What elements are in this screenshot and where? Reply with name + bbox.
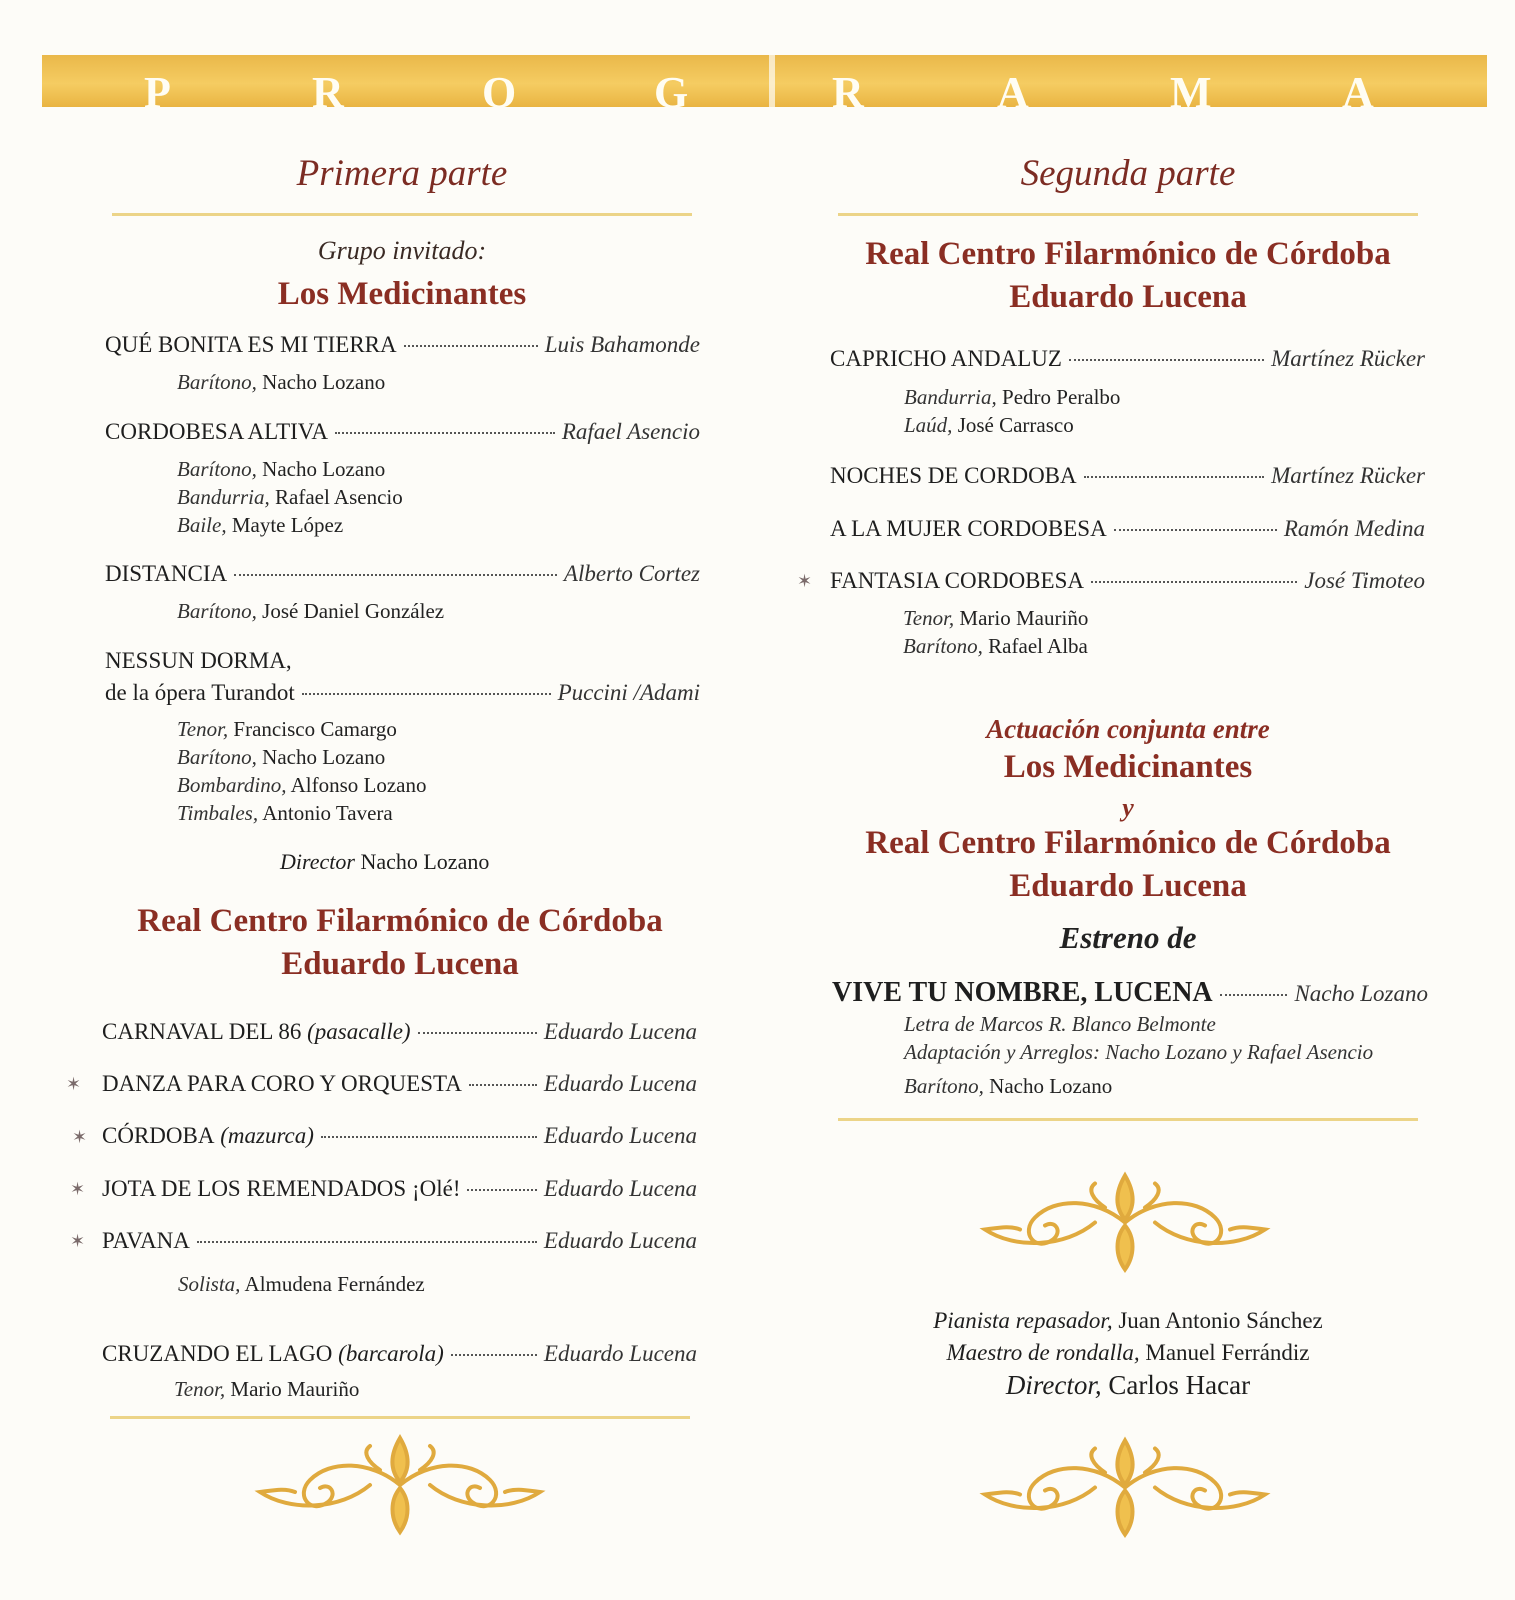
orchestra-name: Real Centro Filarmónico de Córdoba Eduardo Lucena (865, 825, 1391, 904)
program-item (830, 463, 1425, 489)
piece-title: VIVE TU NOMBRE, LUCENA (832, 977, 1213, 1008)
program-item (102, 1228, 697, 1254)
piece-title: A LA MUJER CORDOBESA (830, 516, 1107, 541)
credits: Pianista repasador, Juan Antonio Sánchez Maestro de rondalla, Manuel Ferrándiz Director, Carlos Hacar (933, 1308, 1323, 1400)
ornament-flourish-icon (250, 1430, 550, 1540)
banner-fold (769, 55, 775, 107)
program-item (830, 516, 1425, 542)
composer: Eduardo Lucena (543, 1341, 697, 1366)
divider (112, 213, 692, 216)
piece-title-line1: NESSUN DORMA, (105, 648, 292, 673)
programa-banner (42, 55, 1487, 117)
premiere-label: Estreno de (1059, 920, 1197, 955)
piece-title: PAVANA (102, 1228, 190, 1253)
part-title-primera: Primera parte (296, 153, 508, 194)
piece-title: CARNAVAL DEL 86 (102, 1019, 302, 1044)
program-item (105, 561, 700, 587)
premiere-notes: Letra de Marcos R. Blanco Belmonte Adaptación y Arreglos: Nacho Lozano y Rafael Asencio (904, 1012, 1374, 1064)
asterisk-mark: ✶ (70, 1231, 86, 1251)
piece-title: FANTASIA CORDOBESA (830, 568, 1084, 593)
banner-letter: O (482, 68, 517, 117)
divider (838, 213, 1418, 216)
composer: Alberto Cortez (563, 561, 700, 586)
program-item (102, 1071, 697, 1097)
composer: Eduardo Lucena (543, 1176, 697, 1201)
banner-letter: A (1342, 68, 1374, 117)
performers: Barítono, Nacho Lozano (177, 370, 386, 394)
composer: Eduardo Lucena (543, 1123, 697, 1148)
performers: Barítono, Nacho Lozano Bandurria, Rafael Asencio Baile, Mayte López (177, 457, 403, 537)
piece-title: DISTANCIA (105, 561, 228, 586)
performers: Tenor, Francisco Camargo Barítono, Nacho Lozano Bombardino, Alfonso Lozano Timbales, Antonio Tavera (177, 717, 427, 825)
program-item: CRUZANDO EL LAGO (barcarola) Eduardo Lucena (102, 1341, 697, 1366)
piece-title: NOCHES DE CORDOBA (830, 463, 1077, 488)
piece-title: QUÉ BONITA ES MI TIERRA (105, 332, 397, 357)
program-item (830, 346, 1425, 372)
performers: Solista, Almudena Fernández (178, 1272, 425, 1296)
divider (110, 1416, 690, 1419)
director-credit: Director Nacho Lozano (280, 849, 490, 874)
divider (838, 1118, 1418, 1121)
composer: Eduardo Lucena (543, 1071, 697, 1096)
program-item (102, 1176, 697, 1202)
performers: Tenor, Mario Mauriño Barítono, Rafael Alba (903, 606, 1089, 658)
joint-and: y (1122, 793, 1134, 822)
joint-intro: Actuación conjunta entre (986, 714, 1270, 744)
banner-letter: A (997, 68, 1029, 117)
piece-title: de la ópera Turandot (105, 680, 295, 705)
part-title-segunda: Segunda parte (1020, 153, 1236, 194)
banner-letter: P (144, 68, 171, 117)
banner-letter: M (1170, 68, 1212, 117)
composer: Nacho Lozano (1294, 981, 1428, 1006)
composer: Eduardo Lucena (543, 1019, 697, 1044)
program-item: CÓRDOBA (mazurca) Eduardo Lucena (102, 1123, 697, 1148)
banner-letter: G (654, 68, 689, 117)
piece-title: CRUZANDO EL LAGO (102, 1341, 333, 1366)
composer: Eduardo Lucena (543, 1228, 697, 1253)
program-item (830, 568, 1425, 594)
composer: Martínez Rücker (1271, 346, 1425, 371)
group-intro: Grupo invitado: (317, 236, 487, 265)
piece-title: CÓRDOBA (102, 1123, 215, 1148)
program-item (105, 680, 700, 706)
piece-title: JOTA DE LOS REMENDADOS ¡Olé! (102, 1176, 461, 1201)
composer: Luis Bahamonde (544, 332, 700, 357)
asterisk-mark: ✶ (797, 571, 813, 591)
composer: José Timoteo (1304, 568, 1425, 593)
joint-group: Los Medicinantes (1003, 749, 1253, 785)
program-item (105, 419, 700, 445)
ornament-flourish-icon (975, 1165, 1275, 1280)
ornament-flourish-icon (975, 1430, 1275, 1545)
composer: Martínez Rücker (1271, 463, 1425, 488)
performers: Tenor, Mario Mauriño (174, 1377, 360, 1401)
asterisk-mark: ✶ (70, 1179, 86, 1199)
performers: Bandurria, Pedro Peralbo Laúd, José Carrasco (904, 385, 1121, 437)
asterisk-mark: ✶ (66, 1074, 82, 1094)
banner-letter: R (832, 68, 864, 117)
composer: Puccini /Adami (557, 680, 700, 705)
banner-letter: R (312, 68, 344, 117)
program-item (105, 332, 700, 358)
program-item (832, 977, 1428, 1009)
piece-title: CORDOBESA ALTIVA (105, 419, 329, 444)
composer: Rafael Asencio (561, 419, 700, 444)
performers: Barítono, Nacho Lozano (904, 1074, 1113, 1098)
piece-title: CAPRICHO ANDALUZ (830, 346, 1062, 371)
composer: Ramón Medina (1283, 516, 1425, 541)
asterisk-mark: ✶ (72, 1127, 88, 1147)
orchestra-name: Real Centro Filarmónico de Córdoba Eduardo Lucena (865, 236, 1391, 315)
orchestra-name: Real Centro Filarmónico de Córdoba Eduardo Lucena (137, 903, 663, 982)
performers: Barítono, José Daniel González (177, 599, 445, 623)
piece-title: DANZA PARA CORO Y ORQUESTA (102, 1071, 462, 1096)
program-item: CARNAVAL DEL 86 (pasacalle) Eduardo Lucena (102, 1019, 697, 1044)
group-name: Los Medicinantes (277, 276, 527, 312)
